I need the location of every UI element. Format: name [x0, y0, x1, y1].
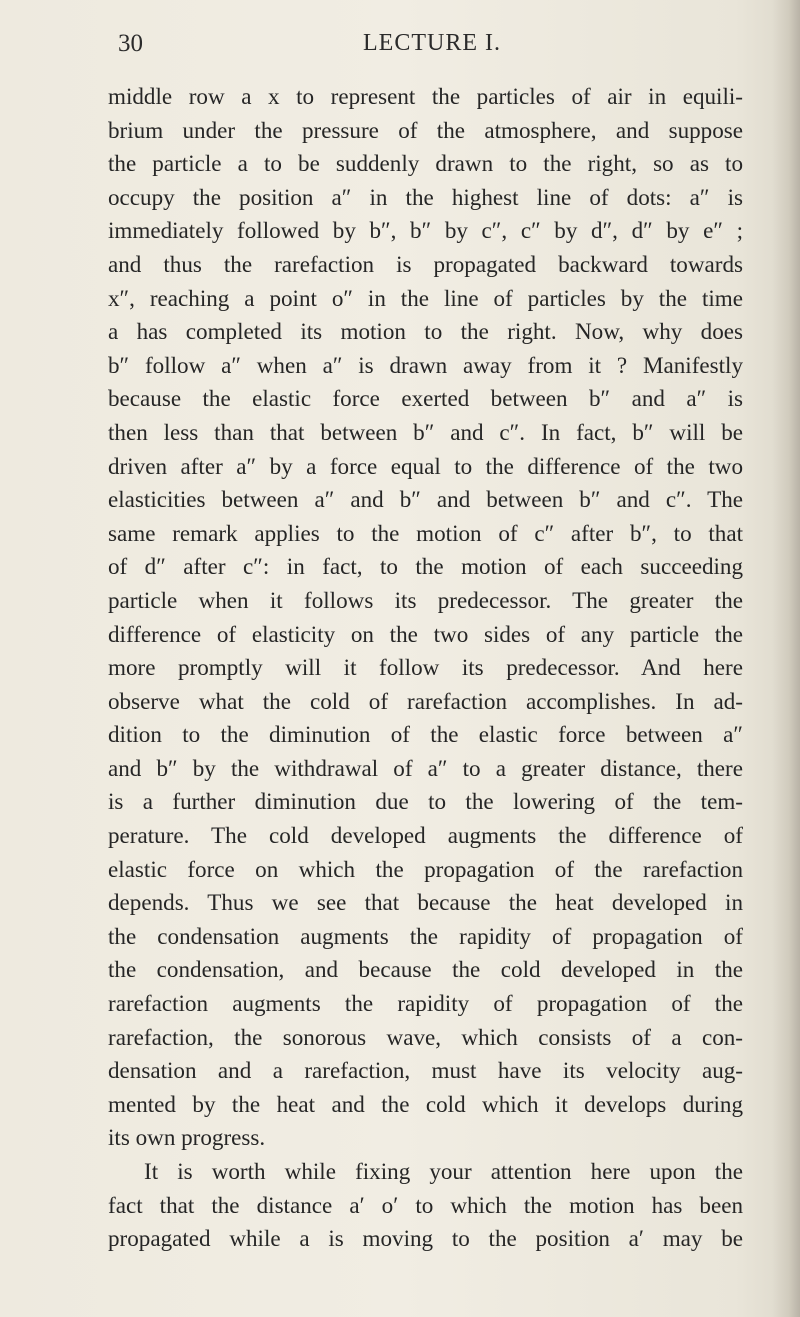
text-line: propagated while a is moving to the position a′ may be [108, 1225, 743, 1252]
paragraph-start-line: It is worth while fixing your attention here upon the [144, 1158, 743, 1184]
text-line: dition to the diminution of the elastic force between a″ [108, 721, 743, 748]
text-line: elastic force on which the propagation of the rarefaction [108, 855, 743, 882]
text-line: the particle a to be suddenly drawn to the right, so as to [108, 150, 743, 177]
text-line: of d″ after c″: in fact, to the motion of each succeeding [108, 553, 743, 580]
text-line: densation and a rarefaction, must have its velocity aug- [108, 1057, 743, 1084]
text-line: same remark applies to the motion of c″ after b″, to that [108, 519, 743, 546]
text-line: brium under the pressure of the atmosphere, and suppose [108, 116, 743, 143]
text-line: middle row a x to represent the particles of air in equili- [108, 83, 743, 109]
text-line: then less than that between b″ and c″. In fact, b″ will be [108, 418, 743, 445]
text-line: immediately followed by b″, b″ by c″, c″ by d″, d″ by e″ ; [108, 217, 743, 244]
text-line: difference of elasticity on the two sides of any particle the [108, 620, 743, 647]
text-line: is a further diminution due to the lowering of the tem- [108, 788, 743, 815]
text-line: because the elastic force exerted between b″ and a″ is [108, 385, 743, 412]
text-line: x″, reaching a point o″ in the line of particles by the time [108, 284, 743, 311]
body-text [108, 80, 743, 1256]
text-line: depends. Thus we see that because the heat developed in [108, 889, 743, 916]
text-line: observe what the cold of rarefaction accomplishes. In ad- [108, 687, 743, 714]
text-line: fact that the distance a′ o′ to which the motion has been [108, 1191, 743, 1218]
text-line: mented by the heat and the cold which it develops during [108, 1090, 743, 1117]
running-title: LECTURE I. [363, 30, 501, 56]
text-line: the condensation, and because the cold developed in the [108, 956, 743, 983]
text-line: a has completed its motion to the right. Now, why does [108, 318, 743, 345]
page-number: 30 [118, 30, 143, 57]
text-line: driven after a″ by a force equal to the difference of the two [108, 452, 743, 479]
text-line: and b″ by the withdrawal of a″ to a greater distance, there [108, 754, 743, 781]
text-line: particle when it follows its predecessor. The greater the [108, 586, 743, 613]
page-header [118, 30, 738, 60]
text-line: rarefaction, the sonorous wave, which consists of a con- [108, 1023, 743, 1050]
paragraph-end-line: its own progress. [108, 1124, 266, 1151]
text-line: elasticities between a″ and b″ and between b″ and c″. The [108, 486, 743, 513]
text-line: and thus the rarefaction is propagated backward towards [108, 250, 743, 277]
text-line: occupy the position a″ in the highest line of dots: a″ is [108, 183, 743, 210]
text-line: the condensation augments the rapidity of propagation of [108, 922, 743, 949]
text-line: perature. The cold developed augments the difference of [108, 822, 743, 849]
text-line: b″ follow a″ when a″ is drawn away from it ? Manifestly [108, 351, 743, 378]
text-line: more promptly will it follow its predecessor. And here [108, 654, 743, 681]
text-line: rarefaction augments the rapidity of propagation of the [108, 990, 743, 1017]
page-edge-shadow [772, 0, 800, 1317]
